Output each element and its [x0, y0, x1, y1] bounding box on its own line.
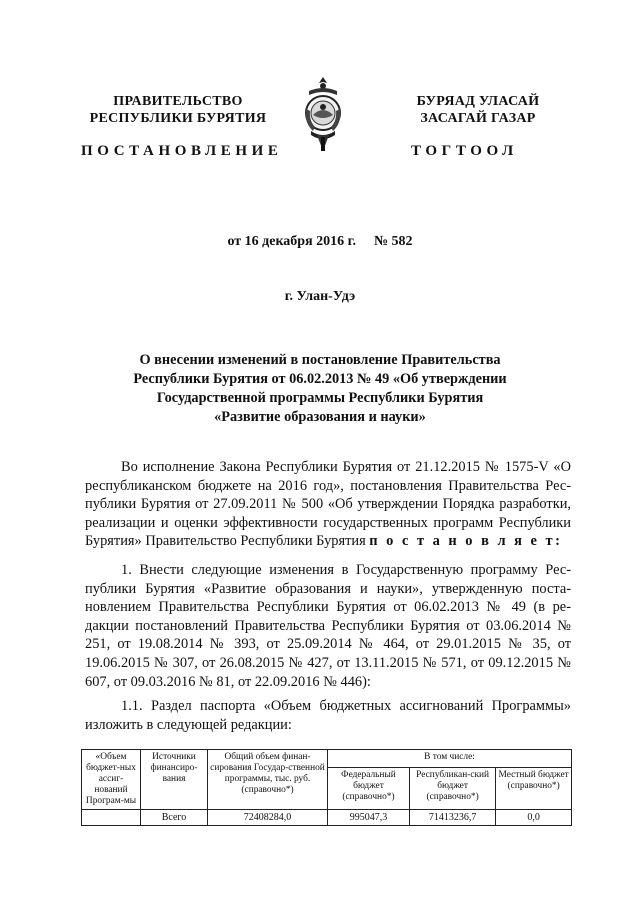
table-header-local: Местный бюджет (справочно*)	[496, 767, 572, 809]
title-line: Республики Бурятия от 06.02.2013 № 49 «Об утверждении	[133, 371, 507, 387]
gov-name-bua-line1: БУРЯАД УЛАСАЙ	[416, 94, 540, 109]
table-header-label: «Объем бюджет-ных ассиг-нований Програм-мы	[82, 750, 141, 810]
preamble-paragraph	[85, 458, 571, 551]
date-number-line	[0, 234, 640, 250]
table-header-total: Общий объем финан-сирования Государ-ственной программы, тыс. руб. (справочно*)	[208, 750, 328, 810]
resolve-word: п о с т а н о в л я е т:	[369, 533, 563, 550]
header-left	[78, 93, 278, 127]
table-cell	[82, 810, 141, 826]
table-cell-local: 0,0	[496, 810, 572, 826]
table-row	[82, 810, 572, 826]
coat-of-arms-icon	[301, 75, 345, 157]
header-right	[378, 93, 578, 127]
gov-name-bua-line2: ЗАСАГАЙ ГАЗАР	[420, 111, 536, 126]
table-header-including: В том числе:	[328, 750, 572, 768]
table-header-row	[82, 750, 572, 768]
item-1-paragraph: 1. Внести следующие изменения в Государственную программу Рес-публики Бурятия «Развитие образования и науки», утвержденную поста-новлением Правительства Республики Бурятия от 06.02.2013 № 49 (в ре-дакции постановлений Правительства Республики Бурятия от 03.06.2014 № 251, от 19.08.2014 № 393, от 25.09.2014 № 464, от 29.01.2015 № 35, от 19.06.2015 № 307, от 26.08.2015 № 427, от 13.11.2015 № 571, от 09.12.2015 № 607, от 09.03.2016 № 81, от 22.09.2016 № 446):	[85, 562, 571, 690]
decree-number: № 582	[373, 234, 413, 249]
table-cell-federal: 995047,3	[328, 810, 410, 826]
gov-name-ru-line1: ПРАВИТЕЛЬСТВО	[113, 94, 243, 109]
doc-type-ru: ПОСТАНОВЛЕНИЕ	[81, 143, 283, 159]
doc-type-bua: ТОГТООЛ	[411, 143, 518, 159]
decree-title	[100, 351, 540, 427]
title-line: «Развитие образования и науки»	[214, 409, 426, 425]
table-header-source: Источники финансиро-вания	[141, 750, 208, 810]
decree-date: от 16 декабря 2016 г.	[227, 234, 356, 249]
gov-name-ru-line2: РЕСПУБЛИКИ БУРЯТИЯ	[89, 111, 267, 126]
item-1-1-paragraph: 1.1. Раздел паспорта «Объем бюджетных ассигнований Программы» изложить в следующей редакции:	[85, 698, 571, 733]
title-line: О внесении изменений в постановление Правительства	[139, 352, 501, 368]
title-line: Государственной программы Республики Бурятия	[156, 390, 484, 406]
table-cell-total: 72408284,0	[208, 810, 328, 826]
table-cell-republic: 71413236,7	[409, 810, 495, 826]
table-header-republic: Республикан-ский бюджет (справочно*)	[409, 767, 495, 809]
city: г. Улан-Удэ	[284, 289, 356, 304]
budget-table	[81, 749, 572, 826]
preamble-text: Во исполнение Закона Республики Бурятия от 21.12.2015 № 1575-V «О республиканском бюджете на 2016 год», постановления Правительства Рес-публики Бурятия от 27.09.2011 № 500 «Об утверждении Порядка разработки, реализации и оценки эффективности государственных программ Республики Бурятия» Правительство Республики Бурятия	[85, 459, 571, 550]
table-header-federal: Федеральный бюджет (справочно*)	[328, 767, 410, 809]
table-cell-source: Всего	[141, 810, 208, 826]
